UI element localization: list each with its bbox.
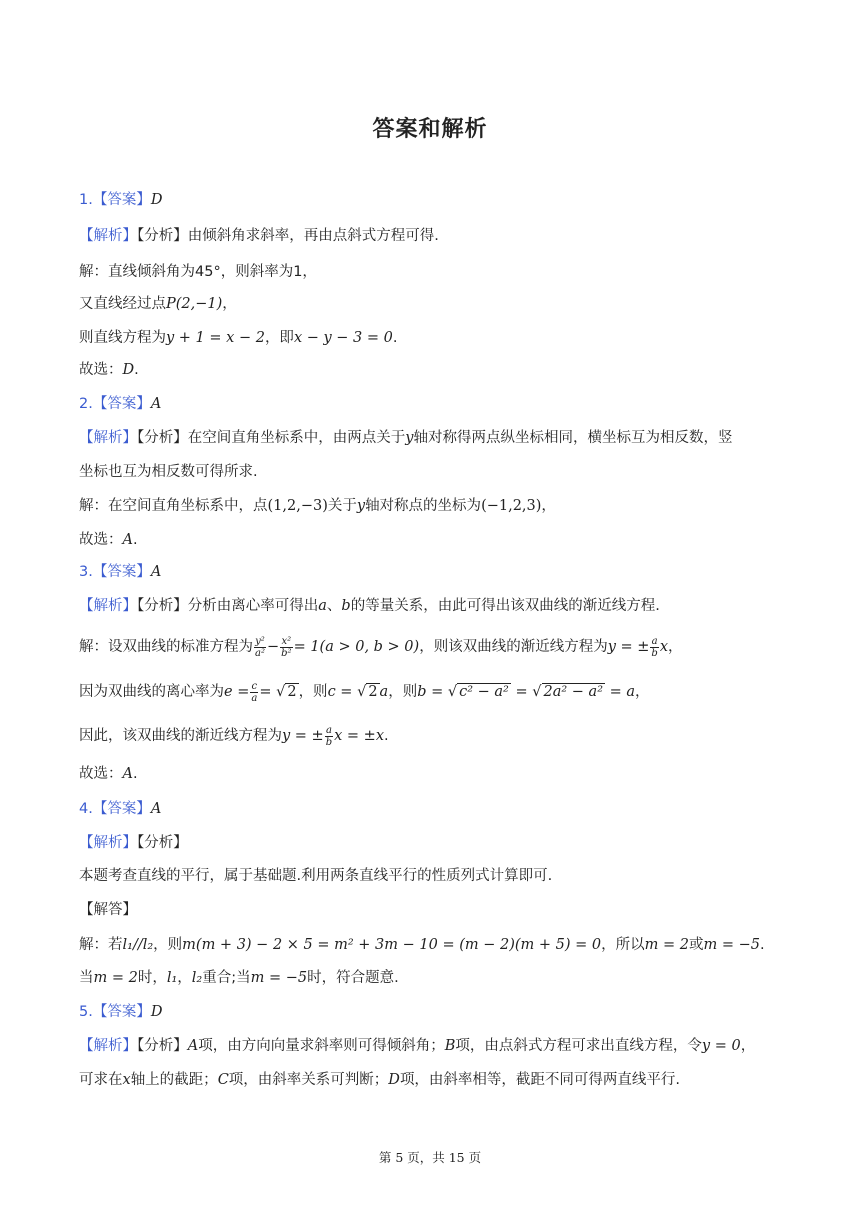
q1-header [79, 190, 162, 210]
q3-line4 [79, 764, 138, 784]
text: 、 [326, 598, 342, 614]
q3-number: 3. [79, 564, 93, 580]
math: y = 0 [701, 1038, 741, 1054]
jiexi-tag: 【解析】 [79, 835, 137, 851]
text: 当 [79, 970, 94, 986]
math: x = ±x [334, 728, 384, 744]
answer-tag: 【答案】 [92, 396, 151, 412]
math: b [341, 598, 351, 614]
text: 故选： [79, 362, 123, 378]
math: (−1,2,3) [481, 498, 542, 514]
text: 解：若 [79, 937, 123, 953]
text: 时， [137, 970, 167, 986]
answer-tag: 【答案】 [92, 801, 151, 817]
math: C [217, 1072, 229, 1088]
answer-tag: 【答案】 [92, 564, 151, 580]
text: ，则 [153, 937, 183, 953]
math: m = −5 [250, 970, 308, 986]
math: = [259, 684, 272, 700]
text: ， [668, 639, 683, 655]
math: x [659, 639, 669, 655]
text: . [132, 766, 138, 782]
math: y + 1 = x − 2 [166, 330, 265, 346]
text: 分析由离心率可得出 [187, 598, 319, 614]
q2-line1 [79, 496, 556, 516]
text: 或 [688, 937, 704, 953]
math: D [388, 1072, 400, 1088]
math: A [122, 766, 133, 782]
q1-line4 [79, 360, 139, 380]
text: ， [541, 498, 556, 514]
q1-line2 [79, 294, 237, 314]
math: l₁//l₂ [122, 937, 154, 953]
text: ， [222, 296, 237, 312]
jiexi-tag: 【解析】 [79, 228, 137, 244]
q3-answer: A [150, 564, 162, 580]
text: . [132, 532, 138, 548]
q1-number: 1. [79, 192, 93, 208]
sqrt-c2-a2: √ c² − a² [447, 684, 509, 700]
math: l₂ [191, 970, 203, 986]
text: 项，由点斜式方程可求出直线方程，令 [455, 1038, 702, 1054]
q5-analysis [79, 1036, 755, 1056]
q1-fenxi: 由倾斜角求斜率，再由点斜式方程可得. [187, 228, 439, 244]
q2-header [79, 394, 161, 414]
q5-analysis-2 [79, 1070, 680, 1090]
math: c = [327, 684, 353, 700]
text: ，所以 [601, 937, 645, 953]
text: 轴对称点的坐标为 [365, 498, 482, 514]
math: = a [609, 684, 636, 700]
fraction: $\frac{c}{a}$ [251, 680, 258, 704]
q3-line2 [79, 680, 650, 704]
q5-number: 5. [79, 1004, 93, 1020]
minus-sign: − [266, 639, 280, 655]
q5-answer: D [150, 1004, 163, 1020]
jiexi-tag: 【解析】 [79, 430, 137, 446]
text: 可求在 [79, 1072, 123, 1088]
math: B [444, 1038, 456, 1054]
text: 则直线方程为 [79, 330, 166, 346]
fraction: $\frac{\text{x²}}{\text{b²}}$ [281, 635, 292, 659]
q2-answer: A [150, 396, 162, 412]
q1-line3 [79, 328, 397, 348]
fenxi-tag: 【分析】 [137, 430, 188, 446]
math: = 1(a > 0, b > 0) [293, 639, 420, 655]
text: 关于 [327, 498, 357, 514]
math: l₁ [166, 970, 178, 986]
text: 项，由斜率相等，截距不同可得两直线平行. [399, 1072, 681, 1088]
text: ，则 [298, 684, 328, 700]
fraction: $\frac{a}{b}$ [651, 635, 658, 659]
jiexi-tag: 【解析】 [79, 598, 137, 614]
text: 的等量关系，由此可得出该双曲线的渐近线方程. [350, 598, 660, 614]
answer-tag: 【答案】 [92, 1004, 151, 1020]
text: 解：设双曲线的标准方程为 [79, 639, 253, 655]
page-title: 答案和解析 [372, 117, 488, 142]
text: 轴上的截距； [130, 1072, 218, 1088]
text: 解：在空间直角坐标系中，点 [79, 498, 268, 514]
text: 故选： [79, 766, 123, 782]
text: 故选： [79, 532, 123, 548]
jiexi-tag: 【解析】 [79, 1038, 137, 1054]
math: y = ± [607, 639, 650, 655]
text: 重合;当 [202, 970, 251, 986]
text: 轴对称得两点纵坐标相同，横坐标互为相反数，竖 [413, 430, 733, 446]
math: A [187, 1038, 199, 1054]
fraction: $\frac{\text{y²}}{\text{a²}}$ [255, 635, 265, 659]
text: 项，由斜率关系可判断； [228, 1072, 389, 1088]
text: . [759, 937, 765, 953]
q3-header [79, 562, 161, 582]
text: . [134, 362, 139, 378]
q4-answer: A [150, 801, 162, 817]
math: A [122, 532, 133, 548]
q4-jieda-tag: 【解答】 [79, 902, 137, 918]
q1-analysis [79, 226, 439, 246]
math: x [122, 1072, 131, 1088]
q4-line3 [79, 968, 399, 988]
q2-analysis [79, 428, 732, 448]
math: m(m + 3) − 2 × 5 = m² + 3m − 10 = (m − 2)(m + 5) = 0 [182, 937, 602, 953]
text: 在空间直角坐标系中，由两点关于 [187, 430, 406, 446]
text: 项，由方向向量求斜率则可得倾斜角； [198, 1038, 445, 1054]
text: . [384, 728, 389, 744]
fenxi-tag: 【分析】 [137, 835, 188, 851]
q2-number: 2. [79, 396, 93, 412]
q3-line1 [79, 635, 683, 659]
q4-line1: 本题考查直线的平行，属于基础题.利用两条直线平行的性质列式计算即可. [79, 868, 553, 884]
math: = [515, 684, 528, 700]
fenxi-tag: 【分析】 [137, 598, 188, 614]
fenxi-tag: 【分析】 [137, 1038, 188, 1054]
math: m = −5 [703, 937, 760, 953]
sqrt-2a: √ 2 a [357, 684, 389, 700]
math: D [122, 362, 135, 378]
text: ，则该双曲线的渐近线方程为 [419, 639, 608, 655]
text: ，则 [388, 684, 418, 700]
q1-line1: 解：直线倾斜角为45°，则斜率为1， [79, 264, 317, 280]
math: b = [417, 684, 444, 700]
math: a [318, 598, 327, 614]
fenxi-tag: 【分析】 [137, 228, 188, 244]
fraction: $\frac{a}{b}$ [325, 724, 333, 748]
q1-answer: D [150, 192, 163, 208]
q2-line2 [79, 530, 138, 550]
math: P(2,−1) [166, 296, 223, 312]
math: y [405, 430, 414, 446]
text: ， [740, 1038, 756, 1054]
sqrt-2a2-a2: √ 2a² − a² [532, 684, 604, 700]
math: m = 2 [93, 970, 138, 986]
math: y [356, 498, 366, 514]
q4-number: 4. [79, 801, 93, 817]
math: (1,2,−3) [267, 498, 328, 514]
math: e = [224, 684, 250, 700]
q3-line3 [79, 724, 389, 748]
text: 又直线经过点 [79, 296, 166, 312]
text: . [392, 330, 398, 346]
answer-tag: 【答案】 [92, 192, 151, 208]
math: x − y − 3 = 0 [293, 330, 393, 346]
q4-line2 [79, 935, 765, 955]
sqrt-2: √ 2 [276, 684, 297, 700]
q4-analysis [79, 833, 188, 853]
q3-analysis [79, 596, 660, 616]
text: ， [635, 684, 650, 700]
text: 因为双曲线的离心率为 [79, 684, 224, 700]
text: 时，符合题意. [307, 970, 399, 986]
text: ， [177, 970, 192, 986]
page-footer: 第 5 页，共 15 页 [378, 1150, 482, 1165]
q4-header [79, 799, 161, 819]
text: ，即 [264, 330, 294, 346]
q5-header [79, 1002, 162, 1022]
q2-analysis-2: 坐标也互为相反数可得所求. [79, 464, 258, 480]
math: m = 2 [644, 937, 689, 953]
math: y = ± [282, 728, 324, 744]
text: 因此，该双曲线的渐近线方程为 [79, 728, 282, 744]
